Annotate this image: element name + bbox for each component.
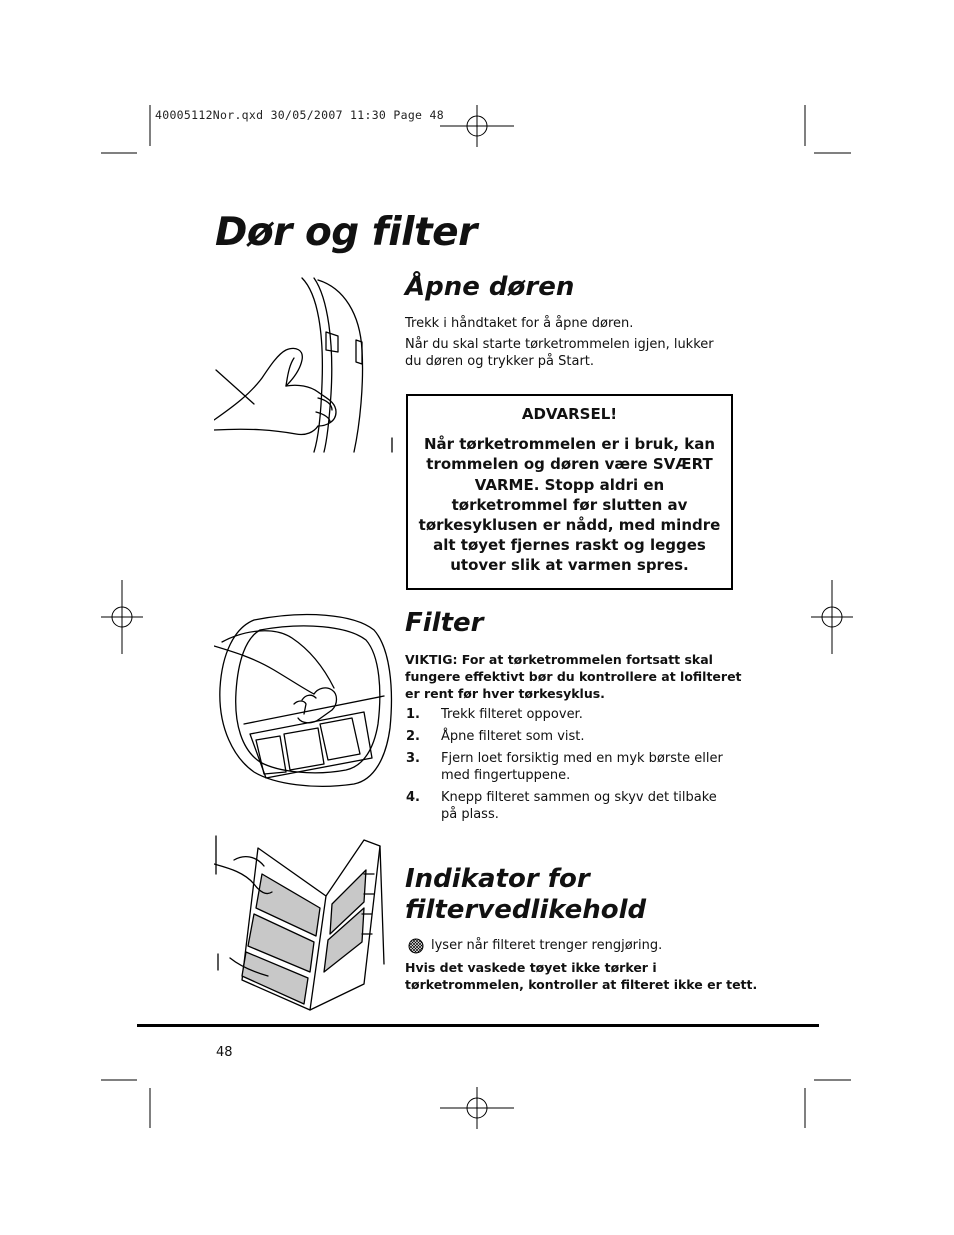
warning-line: VARME. Stopp aldri en	[474, 475, 665, 494]
warning-box	[406, 394, 733, 590]
filter-removal-illustration	[214, 608, 394, 788]
restart-instruction-line1: Når du skal starte tørketrommelen igjen, lukker	[405, 337, 714, 352]
warning-line: trommelen og døren være SVÆRT	[426, 455, 713, 474]
warning-line: Når tørketrommelen er i bruk, kan	[423, 435, 716, 454]
registration-mark-bottom	[440, 1087, 514, 1129]
step-number: 2.	[406, 729, 420, 744]
registration-mark-top	[440, 105, 514, 147]
warning-line: utover slik at varmen spres.	[450, 556, 689, 575]
list-item	[406, 789, 736, 823]
warning-line: tørketrommel før slutten av	[451, 495, 688, 514]
warning-line: alt tøyet fjernes raskt og legges	[433, 536, 706, 555]
list-item	[406, 750, 736, 784]
page-number: 48	[216, 1045, 233, 1060]
indicator-description: lyser når filteret trenger rengjøring.	[431, 938, 663, 953]
filter-important-line2: fungere effektivt bør du kontrollere at lofilteret	[405, 669, 742, 684]
open-door-instruction: Trekk i håndtaket for å åpne døren.	[405, 316, 634, 331]
filter-important-line1: VIKTIG: For at tørketrommelen fortsatt skal	[405, 652, 713, 667]
restart-instruction-line2: du døren og trykker på Start.	[405, 354, 595, 369]
section-heading-open-door: Åpne døren	[405, 272, 575, 302]
door-opening-illustration	[214, 274, 394, 454]
section-heading-filter: Filter	[405, 608, 484, 638]
section-heading-indicator-line2: filtervedlikehold	[405, 895, 647, 925]
list-item	[406, 728, 736, 745]
step-text: Knepp filteret sammen og skyv det tilbake på plass.	[441, 790, 717, 822]
warning-title: ADVARSEL!	[521, 405, 618, 423]
warning-line: tørkesyklusen er nådd, med mindre	[418, 516, 721, 535]
filter-steps-list	[406, 706, 736, 828]
section-heading-indicator-line1: Indikator for	[405, 864, 590, 894]
step-text: Åpne filteret som vist.	[441, 729, 585, 744]
step-number: 4.	[406, 790, 420, 805]
footer-rule	[137, 1024, 819, 1027]
file-slug: 40005112Nor.qxd 30/05/2007 11:30 Page 48	[155, 108, 444, 122]
registration-mark-right	[811, 580, 853, 654]
registration-mark-left	[101, 580, 143, 654]
filter-important-line3: er rent før hver tørkesyklus.	[405, 686, 605, 701]
step-text: Fjern loet forsiktig med en myk børste eller med fingertuppene.	[441, 751, 723, 783]
indicator-warning-line2: tørketrommelen, kontroller at filteret ikke er tett.	[405, 977, 758, 992]
page-title: Dør og filter	[215, 210, 477, 255]
step-number: 3.	[406, 751, 420, 766]
step-text: Trekk filteret oppover.	[441, 707, 583, 722]
list-item	[406, 706, 736, 723]
step-number: 1.	[406, 707, 420, 722]
open-filter-illustration	[214, 834, 394, 1014]
filter-indicator-icon	[408, 938, 424, 954]
indicator-warning-line1: Hvis det vaskede tøyet ikke tørker i	[405, 960, 657, 975]
